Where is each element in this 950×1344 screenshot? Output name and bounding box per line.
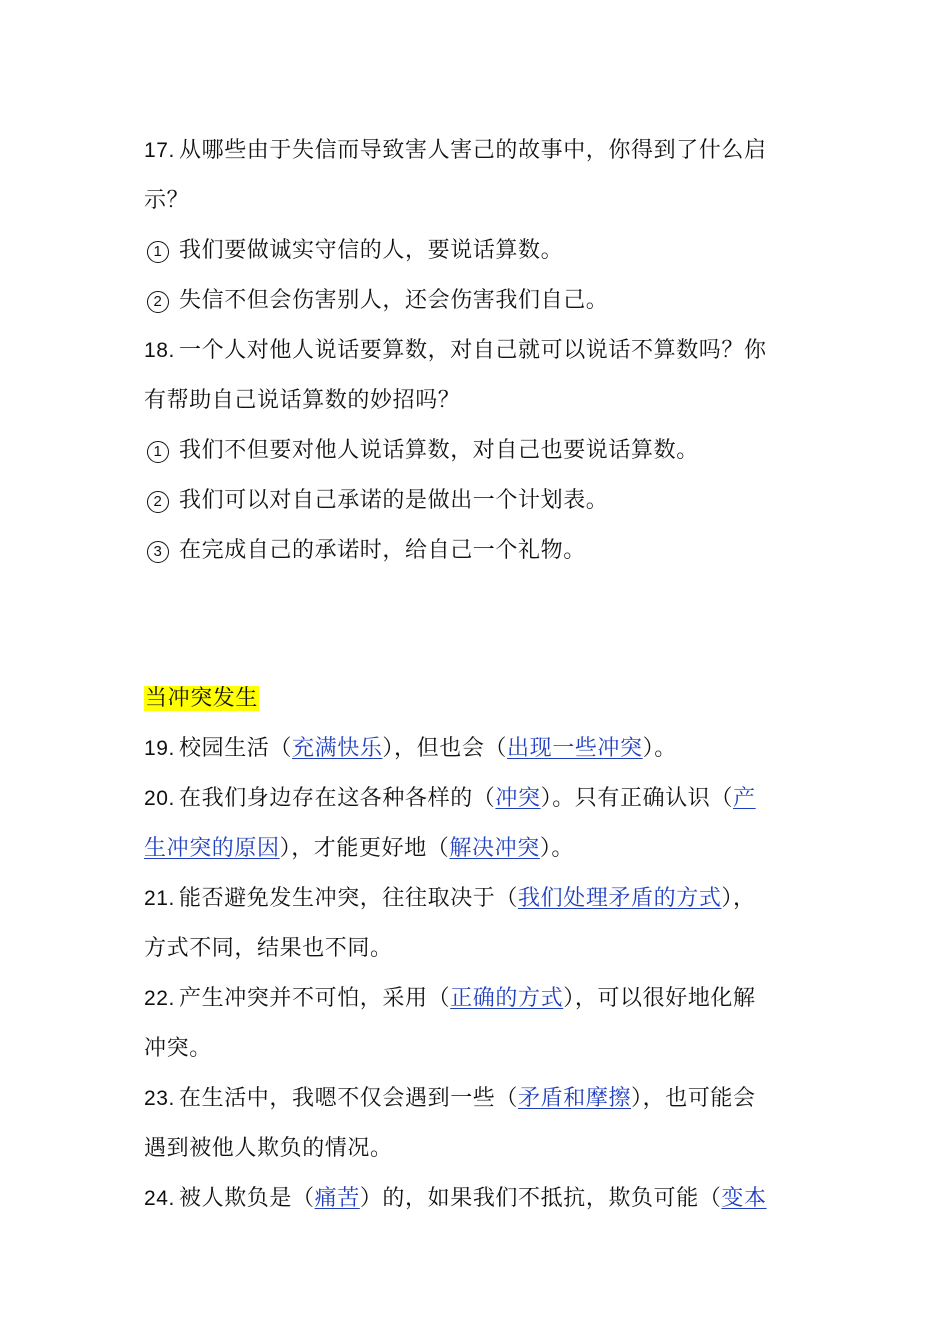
circled-number: 2 — [147, 491, 169, 513]
question-number: 23. — [144, 1087, 175, 1110]
question-number: 22. — [144, 987, 175, 1010]
section-heading: 当冲突发生 — [145, 686, 259, 711]
question-text: 校园生活（ — [179, 736, 293, 761]
question-text: ）。 — [539, 836, 575, 861]
answer-blank: 矛盾和摩擦 — [518, 1086, 632, 1111]
answer-blank: 正确的方式 — [450, 986, 564, 1011]
answer-blank: 解决冲突 — [449, 836, 540, 861]
answer-blank: 生冲突的原因 — [144, 836, 280, 861]
circled-number: 1 — [147, 441, 169, 463]
question-text: 遇到被他人欺负的情况。 — [144, 1136, 393, 1161]
question-text: ），可以很好地化解 — [563, 986, 756, 1011]
question-text: 一个人对他人说话要算数，对自己就可以说话不算数吗？你 — [179, 338, 767, 363]
question-number: 20. — [144, 787, 175, 810]
circled-number: 2 — [147, 291, 169, 313]
answer-blank: 冲突 — [495, 786, 541, 811]
question-number: 24. — [144, 1187, 175, 1210]
question-text: 在我们身边存在这各种各样的（ — [179, 786, 496, 811]
q17-answer-1 — [144, 236, 814, 266]
q21-line-2 — [144, 934, 814, 964]
q17-line-1 — [144, 136, 814, 166]
answer-blank: 变本 — [721, 1186, 767, 1211]
question-text: ），也可能会 — [631, 1086, 756, 1111]
question-text: ）。只有正确认识（ — [540, 786, 734, 811]
question-text: ），但也会（ — [382, 736, 508, 761]
answer-text: 失信不但会伤害别人，还会伤害我们自己。 — [179, 288, 609, 313]
q18-line-2 — [144, 386, 814, 416]
q18-answer-3 — [144, 536, 814, 566]
q22-line-1 — [144, 984, 814, 1014]
answer-blank: 产 — [733, 786, 756, 811]
question-text: 从哪些由于失信而导致害人害己的故事中，你得到了什么启 — [179, 138, 767, 163]
question-text: ），才能更好地（ — [279, 836, 450, 861]
answer-blank: 我们处理矛盾的方式 — [518, 886, 722, 911]
q18-answer-2 — [144, 486, 814, 516]
question-text: 示？ — [144, 188, 190, 213]
q23-line-2 — [144, 1134, 814, 1164]
answer-blank: 出现一些冲突 — [507, 736, 643, 761]
question-text: 冲突。 — [144, 1036, 212, 1061]
question-number: 21. — [144, 887, 175, 910]
answer-blank: 痛苦 — [314, 1186, 360, 1211]
q20-line-2 — [144, 834, 814, 864]
question-text: ）。 — [642, 736, 677, 761]
q17-answer-2 — [144, 286, 814, 316]
question-text: 有帮助自己说话算数的妙招吗？ — [144, 388, 461, 413]
q24-line-1 — [144, 1184, 814, 1214]
question-text: 能否避免发生冲突，往往取决于（ — [179, 886, 519, 911]
question-number: 18. — [144, 339, 175, 362]
circled-number: 1 — [147, 241, 169, 263]
circled-number: 3 — [147, 541, 169, 563]
question-text: 被人欺负是（ — [179, 1186, 315, 1211]
answer-text: 我们可以对自己承诺的是做出一个计划表。 — [179, 488, 609, 513]
answer-text: 我们要做诚实守信的人，要说话算数。 — [179, 238, 564, 263]
q20-line-1 — [144, 784, 814, 814]
q19-line-1 — [144, 734, 814, 764]
section-heading-line — [144, 684, 814, 714]
question-text: 方式不同，结果也不同。 — [144, 936, 393, 961]
question-text: ）， — [721, 886, 756, 911]
question-text: 产生冲突并不可怕，采用（ — [179, 986, 451, 1011]
question-text: ）的，如果我们不抵抗，欺负可能（ — [359, 1186, 722, 1211]
question-number: 17. — [144, 139, 175, 162]
q18-line-1 — [144, 336, 814, 366]
q23-line-1 — [144, 1084, 814, 1114]
q22-line-2 — [144, 1034, 814, 1064]
q18-answer-1 — [144, 436, 814, 466]
q17-line-2 — [144, 186, 814, 216]
question-text: 在生活中，我嗯不仅会遇到一些（ — [179, 1086, 519, 1111]
answer-text: 在完成自己的承诺时，给自己一个礼物。 — [179, 538, 586, 563]
q21-line-1 — [144, 884, 814, 914]
answer-blank: 充满快乐 — [292, 736, 383, 761]
answer-text: 我们不但要对他人说话算数，对自己也要说话算数。 — [179, 438, 699, 463]
question-number: 19. — [144, 737, 175, 760]
